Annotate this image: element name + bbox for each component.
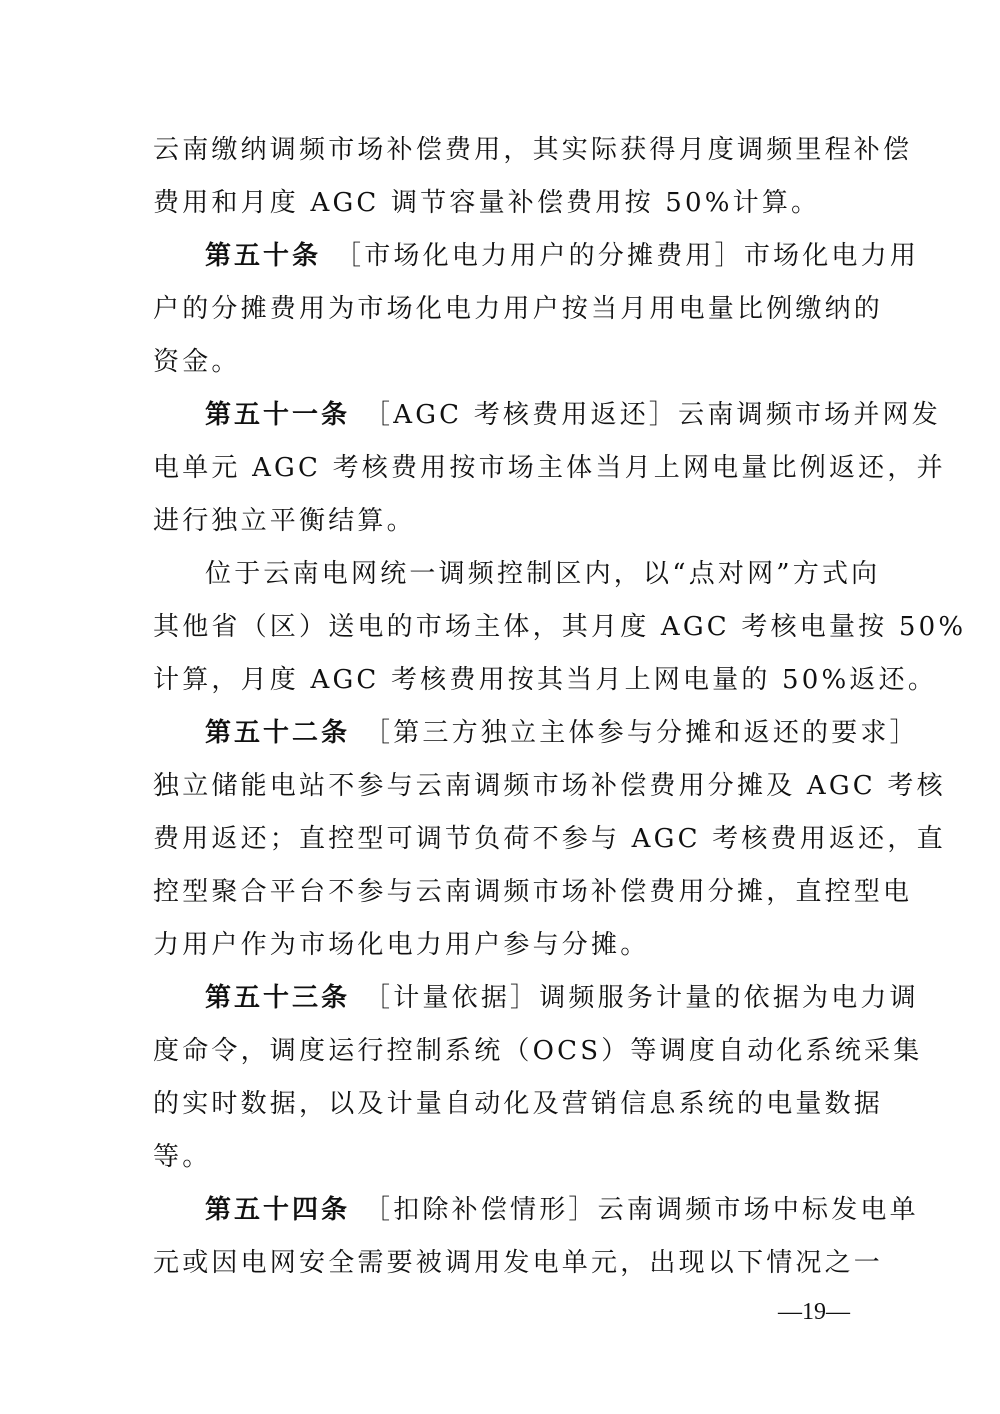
article-heading: 第五十三条 — [205, 983, 351, 1013]
article-heading: 第五十一条 — [205, 400, 351, 430]
text-line: 其他省（区）送电的市场主体，其月度 AGC 考核电量按 50% — [153, 612, 967, 642]
text-line: 电单元 AGC 考核费用按市场主体当月上网电量比例返还，并 — [153, 453, 946, 483]
text-line: 位于云南电网统一调频控制区内，以“点对网”方式向 — [205, 559, 881, 589]
page-number: —19— — [778, 1299, 850, 1325]
article-heading: 第五十二条 — [205, 718, 351, 748]
article-53: 第五十三条 ［计量依据］调频服务计量的依据为电力调 — [205, 983, 919, 1013]
article-heading: 第五十条 — [205, 241, 322, 271]
text-line: 度命令，调度运行控制系统（OCS）等调度自动化系统采集 — [153, 1036, 923, 1066]
article-52: 第五十二条 ［第三方独立主体参与分摊和返还的要求］ — [205, 718, 919, 748]
text-line: 费用返还；直控型可调节负荷不参与 AGC 考核费用返还，直 — [153, 824, 946, 854]
text-line: 等。 — [153, 1142, 212, 1172]
text-line: 户的分摊费用为市场化电力用户按当月用电量比例缴纳的 — [153, 294, 884, 324]
article-heading: 第五十四条 — [205, 1195, 351, 1225]
article-51: 第五十一条 ［AGC 考核费用返还］云南调频市场并网发 — [205, 400, 941, 430]
text-line: 的实时数据，以及计量自动化及营销信息系统的电量数据 — [153, 1089, 884, 1119]
text-line: 计算，月度 AGC 考核费用按其当月上网电量的 50%返还。 — [153, 665, 938, 695]
text-line: 力用户作为市场化电力用户参与分摊。 — [153, 930, 650, 960]
text-line: 费用和月度 AGC 调节容量补偿费用按 50%计算。 — [153, 188, 821, 218]
article-54: 第五十四条 ［扣除补偿情形］云南调频市场中标发电单 — [205, 1195, 919, 1225]
article-50: 第五十条 ［市场化电力用户的分摊费用］市场化电力用 — [205, 241, 920, 271]
text-line: 云南缴纳调频市场补偿费用，其实际获得月度调频里程补偿 — [153, 135, 913, 165]
text-line: 资金。 — [153, 347, 241, 377]
text-line: 独立储能电站不参与云南调频市场补偿费用分摊及 AGC 考核 — [153, 771, 946, 801]
text-line: 元或因电网安全需要被调用发电单元，出现以下情况之一 — [153, 1248, 884, 1278]
text-line: 控型聚合平台不参与云南调频市场补偿费用分摊，直控型电 — [153, 877, 913, 907]
text-line: 进行独立平衡结算。 — [153, 506, 416, 536]
